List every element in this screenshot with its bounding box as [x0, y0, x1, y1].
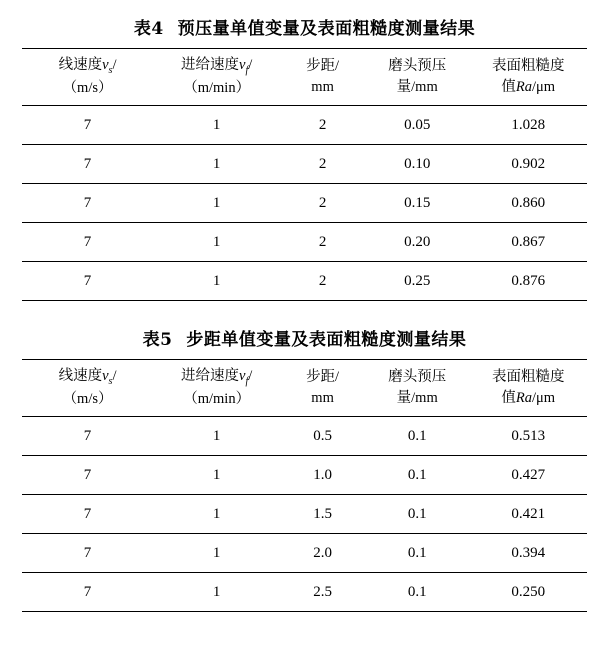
measurement-table-4 — [22, 48, 587, 301]
cell-roughness: 0.876 — [469, 262, 587, 301]
col-header-unit: （m/s） — [62, 80, 113, 97]
col-header-line-speed — [22, 360, 153, 417]
col-header-preload — [365, 49, 470, 106]
table-header-row — [22, 49, 587, 106]
table-body-4 — [22, 106, 587, 301]
col-header-text: 进给速度 — [181, 367, 240, 384]
table-caption-number-4: 表4 — [133, 19, 164, 39]
cell-roughness: 0.421 — [469, 495, 587, 534]
col-header-text: 表面粗糙度 — [491, 368, 565, 385]
cell-step-distance: 0.5 — [280, 417, 365, 456]
col-header-unit: （m/s） — [62, 391, 113, 408]
col-header-slash: / — [112, 56, 117, 73]
col-header-variable: Ra — [515, 79, 532, 95]
col-header-variable: Ra — [515, 390, 532, 406]
col-header-slash: / — [248, 56, 253, 73]
col-header-variable: v — [239, 367, 246, 384]
cell-roughness: 0.867 — [469, 223, 587, 262]
cell-line-speed: 7 — [22, 456, 153, 495]
cell-roughness: 0.902 — [469, 145, 587, 184]
table-caption-title-5: 步距单值变量及表面粗糙度测量结果 — [186, 330, 467, 350]
col-header-text: 进给速度 — [181, 56, 240, 73]
table-body-5 — [22, 417, 587, 612]
col-header-text: 步距/ — [306, 368, 340, 385]
measurement-table-5 — [22, 359, 587, 612]
col-header-preload — [365, 360, 470, 417]
table-caption-4 — [22, 8, 587, 48]
cell-preload: 0.1 — [365, 534, 470, 573]
cell-preload: 0.1 — [365, 495, 470, 534]
cell-feed-speed: 1 — [153, 145, 280, 184]
cell-roughness: 0.427 — [469, 456, 587, 495]
table-caption-number-5: 表5 — [142, 330, 173, 350]
col-header-unit: mm — [311, 79, 334, 95]
cell-feed-speed: 1 — [153, 184, 280, 223]
col-header-text: 表面粗糙度 — [491, 57, 565, 74]
col-header-unit: mm — [311, 390, 334, 406]
cell-preload: 0.1 — [365, 456, 470, 495]
col-header-unit: （m/min） — [183, 391, 251, 408]
cell-step-distance: 2.5 — [280, 573, 365, 612]
table-row — [22, 573, 587, 612]
table-header-row — [22, 360, 587, 417]
cell-step-distance: 1.5 — [280, 495, 365, 534]
cell-line-speed: 7 — [22, 145, 153, 184]
col-header-roughness — [469, 360, 587, 417]
table-row — [22, 534, 587, 573]
col-header-unit: 量/mm — [396, 390, 438, 406]
cell-preload: 0.25 — [365, 262, 470, 301]
col-header-subscript: f — [245, 64, 249, 76]
table-caption-5 — [22, 319, 587, 359]
col-header-subscript: f — [245, 375, 249, 387]
col-header-unit: 量/mm — [396, 79, 438, 95]
cell-preload: 0.10 — [365, 145, 470, 184]
table-block-5 — [22, 301, 587, 612]
cell-roughness: 0.513 — [469, 417, 587, 456]
table-caption-title-4: 预压量单值变量及表面粗糙度测量结果 — [177, 19, 476, 39]
col-header-feed-speed — [153, 49, 280, 106]
cell-feed-speed: 1 — [153, 417, 280, 456]
cell-feed-speed: 1 — [153, 223, 280, 262]
cell-step-distance: 2 — [280, 184, 365, 223]
cell-feed-speed: 1 — [153, 262, 280, 301]
table-row — [22, 456, 587, 495]
cell-preload: 0.1 — [365, 573, 470, 612]
cell-line-speed: 7 — [22, 417, 153, 456]
col-header-text: 磨头预压 — [388, 57, 447, 74]
col-header-subscript: s — [108, 375, 113, 387]
table-row — [22, 417, 587, 456]
col-header-subscript: s — [108, 64, 113, 76]
cell-roughness: 0.394 — [469, 534, 587, 573]
cell-preload: 0.15 — [365, 184, 470, 223]
col-header-text: 磨头预压 — [388, 368, 447, 385]
cell-line-speed: 7 — [22, 106, 153, 145]
col-header-feed-speed — [153, 360, 280, 417]
table-row — [22, 145, 587, 184]
col-header-step-distance — [280, 360, 365, 417]
col-header-text: 步距/ — [306, 57, 340, 74]
cell-line-speed: 7 — [22, 534, 153, 573]
table-row — [22, 223, 587, 262]
col-header-value-prefix: 值 — [501, 79, 516, 95]
table-block-4 — [22, 0, 587, 301]
cell-line-speed: 7 — [22, 184, 153, 223]
table-header-4 — [22, 49, 587, 106]
table-row — [22, 495, 587, 534]
col-header-variable: v — [102, 367, 109, 384]
cell-feed-speed: 1 — [153, 456, 280, 495]
col-header-step-distance — [280, 49, 365, 106]
cell-step-distance: 1.0 — [280, 456, 365, 495]
cell-preload: 0.20 — [365, 223, 470, 262]
cell-step-distance: 2 — [280, 262, 365, 301]
col-header-text: 线速度 — [58, 56, 103, 73]
col-header-slash: / — [248, 367, 253, 384]
cell-preload: 0.1 — [365, 417, 470, 456]
cell-line-speed: 7 — [22, 262, 153, 301]
table-row — [22, 262, 587, 301]
cell-feed-speed: 1 — [153, 106, 280, 145]
col-header-slash: / — [112, 367, 117, 384]
cell-line-speed: 7 — [22, 573, 153, 612]
col-header-unit: /μm — [531, 79, 556, 95]
cell-roughness: 0.860 — [469, 184, 587, 223]
cell-roughness: 1.028 — [469, 106, 587, 145]
cell-roughness: 0.250 — [469, 573, 587, 612]
col-header-unit: /μm — [531, 390, 556, 406]
table-row — [22, 106, 587, 145]
cell-preload: 0.05 — [365, 106, 470, 145]
cell-feed-speed: 1 — [153, 495, 280, 534]
col-header-value-prefix: 值 — [501, 390, 516, 406]
cell-feed-speed: 1 — [153, 534, 280, 573]
col-header-line-speed — [22, 49, 153, 106]
cell-line-speed: 7 — [22, 223, 153, 262]
cell-line-speed: 7 — [22, 495, 153, 534]
col-header-text: 线速度 — [58, 367, 103, 384]
cell-feed-speed: 1 — [153, 573, 280, 612]
col-header-variable: v — [239, 56, 246, 73]
table-row — [22, 184, 587, 223]
col-header-unit: （m/min） — [183, 80, 251, 97]
table-header-5 — [22, 360, 587, 417]
cell-step-distance: 2 — [280, 145, 365, 184]
cell-step-distance: 2 — [280, 223, 365, 262]
col-header-roughness — [469, 49, 587, 106]
cell-step-distance: 2 — [280, 106, 365, 145]
cell-step-distance: 2.0 — [280, 534, 365, 573]
col-header-variable: v — [102, 56, 109, 73]
